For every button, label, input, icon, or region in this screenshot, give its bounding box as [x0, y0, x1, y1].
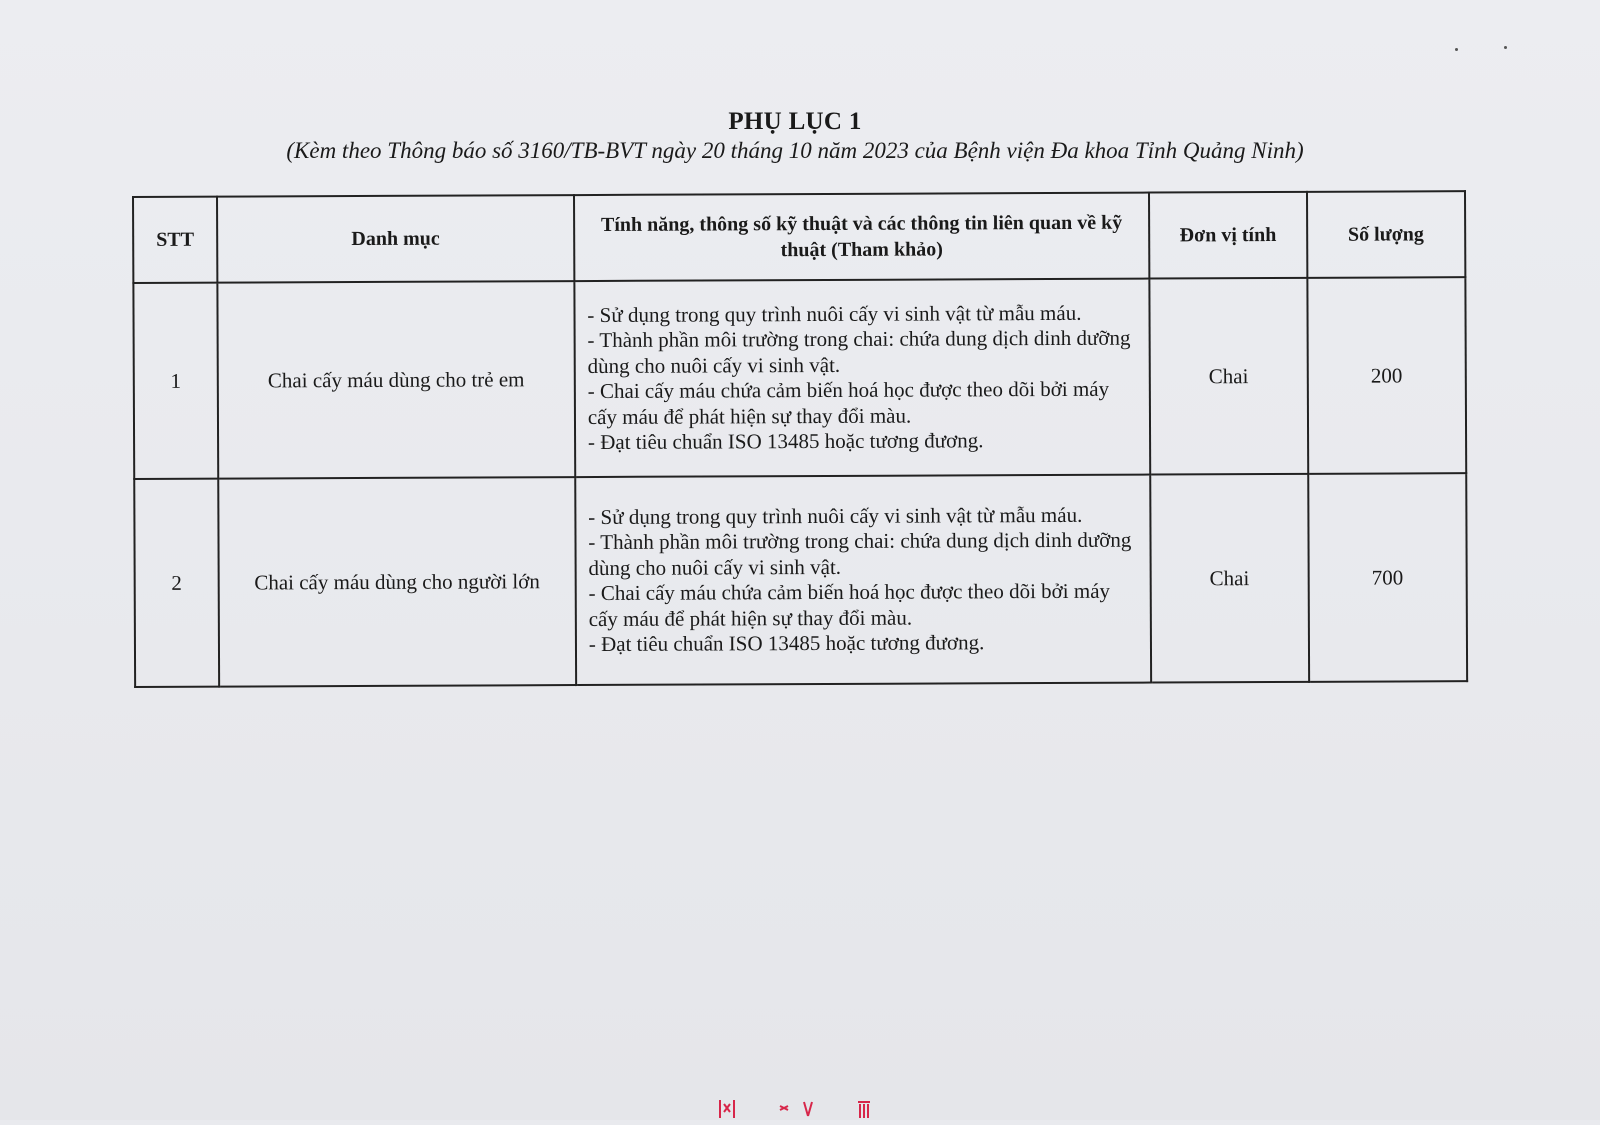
cell-unit: Chai: [1149, 278, 1307, 475]
spec-line: - Sử dụng trong quy trình nuôi cấy vi sinh vật từ mẫu máu.: [588, 502, 1083, 529]
header-unit: Đơn vị tính: [1149, 192, 1307, 279]
appendix-title: PHỤ LỤC 1: [728, 108, 862, 135]
header-danh-muc: Danh mục: [217, 195, 574, 283]
spec-line: - Thành phần môi trường trong chai: chứa dung dịch dinh dưỡng dùng cho nuôi cấy vi sinh vật.: [587, 325, 1131, 378]
header-spec: Tính năng, thông số kỹ thuật và các thông tin liên quan về kỹ thuật (Tham khảo): [574, 193, 1150, 282]
scan-speck: [1504, 46, 1507, 49]
appendix-subtitle: (Kèm theo Thông báo số 3160/TB-BVT ngày 20 tháng 10 năm 2023 của Bệnh viện Đa khoa Tỉnh Quảng Ninh): [286, 138, 1304, 163]
cell-spec: [575, 475, 1151, 686]
spec-line: - Chai cấy máu chứa cảm biến hoá học được theo dõi bởi máy cấy máu để phát hiện sự thay đổi màu.: [588, 578, 1111, 631]
spec-line: - Thành phần môi trường trong chai: chứa dung dịch dinh dưỡng dùng cho nuôi cấy vi sinh vật.: [588, 527, 1132, 580]
spec-line: - Chai cấy máu chứa cảm biến hoá học được theo dõi bởi máy cấy máu để phát hiện sự thay đổi màu.: [587, 376, 1110, 429]
table-row: [134, 473, 1467, 687]
spec-line: - Đạt tiêu chuẩn ISO 13485 hoặc tương đương.: [587, 428, 984, 455]
specification-table: [132, 190, 1468, 688]
header-stt: STT: [133, 197, 217, 283]
table-header-row: [133, 191, 1465, 283]
table-row: [133, 277, 1466, 479]
cell-spec: [574, 279, 1150, 478]
spec-line: - Đạt tiêu chuẩn ISO 13485 hoặc tương đương.: [588, 630, 985, 657]
cell-danh-muc: Chai cấy máu dùng cho người lớn: [218, 477, 576, 687]
header-quantity: Số lượng: [1307, 191, 1466, 278]
spec-line: - Sử dụng trong quy trình nuôi cấy vi sinh vật từ mẫu máu.: [587, 300, 1082, 327]
scan-speck: [1455, 48, 1458, 51]
cell-quantity: 200: [1307, 277, 1466, 474]
cell-stt: 1: [133, 283, 218, 479]
stamp-marks-icon: [718, 1096, 898, 1120]
cell-danh-muc: Chai cấy máu dùng cho trẻ em: [217, 281, 575, 479]
cell-stt: 2: [134, 479, 219, 687]
red-stamp-fragment: [718, 1096, 898, 1125]
cell-unit: Chai: [1150, 474, 1308, 683]
cell-quantity: 700: [1308, 473, 1467, 682]
